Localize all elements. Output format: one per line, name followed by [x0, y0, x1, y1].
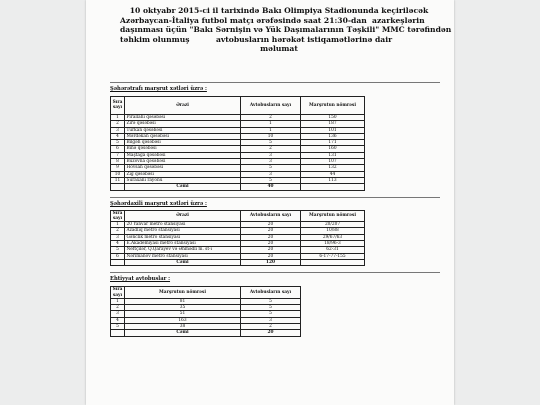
table-row: 3 51 5	[111, 311, 301, 317]
city-routes-table	[110, 210, 365, 267]
suburban-routes-table	[110, 96, 365, 191]
total-row	[111, 330, 301, 336]
col-header-area: Ərazi	[125, 96, 241, 114]
table-row: 11 Suraxanı rayonu 5 113	[111, 177, 365, 183]
table-row: 5 Bilgəh qəsəbəsi 5 171	[111, 140, 365, 146]
total-value: 20	[241, 330, 301, 336]
col-header-bus-count: Avtobusların sayı	[241, 210, 301, 222]
table-row: 6 Binə qəsəbəsi 2 160	[111, 146, 365, 152]
col-header-bus-count: Avtobusların sayı	[241, 96, 301, 114]
table-row: 3 Türkan qəsəbəsi 1 101	[111, 127, 365, 133]
table-row: 2 Zirə qəsəbəsi 1 187	[111, 121, 365, 127]
col-header-route-number: Marşrutun nömrəsi	[125, 287, 241, 299]
table-row: 10 Zığ qəsəbəsi 3 44	[111, 171, 365, 177]
section-separator	[110, 82, 440, 83]
title-line-5: məlumat	[260, 44, 298, 54]
reserve-buses-table	[110, 286, 301, 336]
col-header-bus-count: Avtobusların sayı	[241, 287, 301, 299]
title-line-2: Azərbaycan-İtaliya futbol matçı ərəfəsində saat 21:30-dan azarkeşlərin	[120, 15, 425, 25]
total-value: 120	[241, 259, 301, 265]
table-row: 1 20 Yanvar metro stansiyası 20 20/207	[111, 222, 365, 228]
total-label: Cəmi	[125, 330, 241, 336]
table-row: 5 38 2	[111, 323, 301, 329]
col-header-area: Ərazi	[125, 210, 241, 222]
table-row: 8 Buzovna qəsəbəsi 3 107	[111, 159, 365, 165]
table-row: 1 81 5	[111, 298, 301, 304]
section-separator	[110, 197, 440, 198]
col-header-number: Sıra sayı	[111, 287, 125, 299]
total-label: Cəmi	[125, 259, 241, 265]
title-line-3: daşınması üçün "Bakı Sərnişin və Yük Daşımalarının Təşkili" MMC tərəfindən	[120, 25, 452, 35]
col-header-number: Sıra sayı	[111, 96, 125, 114]
table-row: 2 35 5	[111, 305, 301, 311]
title-line-1: 10 oktyabr 2015-ci il tarixində Bakı Olimpiya Stadionunda keçiriləcək	[129, 6, 429, 15]
title-line-4: təhkim olunmuş avtobusların hərəkət istiqamətlərinə dair	[120, 34, 393, 44]
total-row	[111, 184, 365, 190]
table-row: 4 163 3	[111, 317, 301, 323]
total-row	[111, 259, 365, 265]
col-header-number: Sıra sayı	[111, 210, 125, 222]
total-value: 40	[241, 184, 301, 190]
section-separator	[110, 272, 440, 273]
table-row: 1 Pirallahı qəsəbəsi 2 150	[111, 114, 365, 120]
total-label: Cəmi	[125, 184, 241, 190]
table-row: 9 Hövsan qəsəbəsi 5 132	[111, 165, 365, 171]
table-row: 7 Maştağa qəsəbəsi 3 131	[111, 152, 365, 158]
section2-label: Şəhərdaxili marşrut xətləri üzrə :	[110, 200, 207, 207]
table-row: 4 Mərdəkan qəsəbəsi 10 136	[111, 133, 365, 139]
table-row: 6 Nərimanov metro stansiyası 20 6-17-77-155	[111, 253, 365, 259]
table-row: 3 Gənclik metro stansiyası 20 29/67/63	[111, 234, 365, 240]
table-row: 2 Azadlıq metro stansiyası 20 10/88	[111, 228, 365, 234]
section3-label: Ehtiyyat avtobuslar :	[110, 276, 171, 283]
section1-label: Şəhərətrafı marşrut xətləri üzrə :	[110, 85, 207, 92]
document-page	[86, 0, 454, 405]
document-title	[114, 6, 452, 54]
col-header-route-number: Marşrutun nömrəsi	[301, 96, 365, 114]
col-header-route-number: Marşrutun nömrəsi	[301, 210, 365, 222]
table-row: 4 E.Akademiyası metro stansiyası 20 18/96-3	[111, 241, 365, 247]
table-row: 5 Neftçilər, Q.Qarayev və Əhmədli m. st-ı 20 62-31	[111, 247, 365, 253]
